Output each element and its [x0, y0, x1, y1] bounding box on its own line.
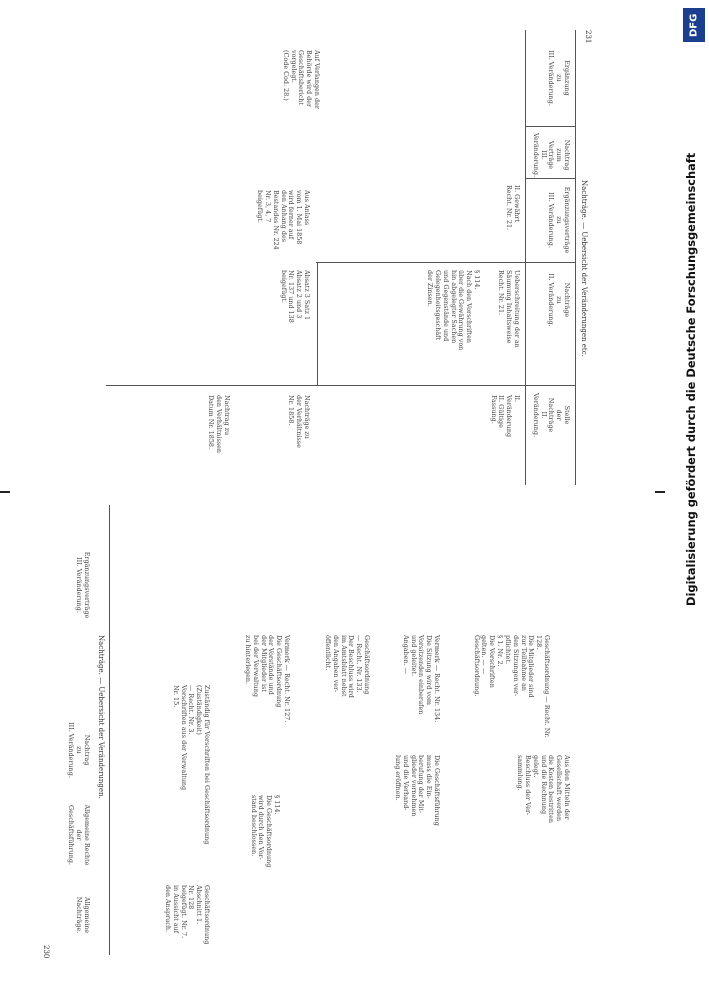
text-block-b2: Absatz 3 Satz 1 Absatz 2 und 3 Nr. 137 und 138 beigefügt.: [279, 270, 311, 323]
column-head-1: Stelle der Nachträge II. Veränderung.: [531, 392, 571, 438]
fold-mark-right: [655, 491, 665, 493]
column-divider-4: [526, 126, 576, 127]
section-rule: [317, 262, 318, 385]
column-head-2: Nachträge zu II. Veränderung.: [547, 273, 571, 327]
column-head-1: Allgemeine Nachträge.: [75, 896, 91, 934]
column-head-4: Nachtrag zum Verträge III. Veränderung.: [531, 132, 571, 178]
text-block-c8: Geschäftsordnung — Recht. Nr. 128. Die Mitglieder sind zur Teilnahme an den Sitzungen ver- pflichtet. § 1. Nr. 2. Die Vorschriften gelten. — — Geschäftsordnung.: [472, 635, 551, 738]
text-block-c7: Die Geschäftsführung muss die Ein- berufung der Mit- glieder vornehmen und die Verhand- lung eröffnen.: [393, 755, 441, 826]
text-block-c5: Geschäftsordnung — Recht. Nr. 133. Der Beschluss wird im Amtsblatt nebst den Angaben ver- öffentlicht.: [323, 635, 371, 698]
text-block-a2: Ueberschreitung der an Säumung Inhaltsweise Recht. Nr. 21.: [497, 270, 521, 348]
text-block-c3: § 114. Die Geschäftsordnung wird durch den Vor- stand beschlossen.: [249, 795, 281, 868]
column-head-2: Allgemeine Rechte der Geschäftsführung.: [67, 804, 91, 866]
text-block-c9: Aus den Mitteln der Gesellschaft werden die Kosten bestritten und die Rechnung gelegt. Beschluss der Ver- sammlung.: [516, 755, 571, 824]
column-divider-3: [526, 178, 576, 179]
running-head: Nachträge. — Uebersicht der Veränderungen.: [97, 635, 105, 799]
text-block-c1: Geschäftsordnung Abschnitt 1. Nr. 128 beigefügt. Nr. 7. in Aussicht auf den Anspruch.: [163, 885, 211, 945]
text-block-b4: Auf Verlangen der Behörde wird der Geschäftsbericht vorgelegt. (Code Cod. 28.): [281, 50, 321, 109]
column-head-4: Ergänzungsverträge III. Veränderung.: [75, 551, 91, 619]
lower-book-page: [42, 505, 610, 959]
page-number: 231: [584, 30, 592, 44]
text-block-c6: Vermerk — Recht. Nr. 134. Die Sitzung wird vom Vorsitzenden einberufen und geleitet. Angaben. —: [401, 635, 441, 723]
header-rule-top: [575, 30, 576, 485]
text-block-b5: Nachtrag zu den Verhältnissen Datum Nr. 1858.: [207, 395, 231, 454]
column-divider-1: [106, 385, 576, 386]
column-head-3: Nachtrag zu III. Veränderung.: [67, 722, 91, 778]
text-block-a3: § 114. Nach den Vorschriften über die Gewährung von hin abgelegter Sachen und Gegenstände und Gelegenheitsgeschäft der Zinsen.: [426, 270, 481, 351]
upper-book-page: [65, 30, 610, 490]
text-block-c4: Vermerk — Recht. Nr. 127. Die Geschäftsordnung der Vorstände und der Mitglieder ist bei der Verwaltung zu hinterlegen.: [243, 635, 291, 723]
text-block-b1: Nachträge zu der Verhältnisse Nr. 1858.: [287, 395, 311, 448]
dfg-banner-text: Digitalisierung gefördert durch die Deutsche Forschungsgemeinschaft: [684, 152, 698, 606]
text-block-a4: II. Gewährt Recht. Nr. 21.: [505, 185, 521, 231]
column-head-5: Ergänzung zu III. Veränderung.: [547, 50, 571, 106]
header-rule-top: [109, 505, 110, 955]
text-block-b3: Aus Anlass vom 1. Mai 1858 wird ferner auf den Anhang des Bestandes Nr. 224 Nr. 3, 4, 7 beigefügt.: [256, 190, 311, 250]
column-divider-2: [316, 262, 576, 263]
column-head-3: Ergänzungsverträge zu III. Veränderung.: [547, 186, 571, 254]
fold-mark-left: [0, 491, 10, 493]
text-block-a1: II. Veränderung II. Gültige Fassung.: [489, 395, 521, 438]
page-number: 230: [42, 945, 50, 959]
text-block-c2: Zuständig für Vorschriften bei Geschäftsordnung (Zuständigkeit) — Recht. Nr. 3. Vorschriften aus der Verwaltung Nr. 15.: [171, 685, 211, 845]
header-rule-bottom: [525, 30, 526, 485]
dfg-logo: DFG: [683, 8, 705, 42]
running-head: Nachträge. — Uebersicht der Veränderungen etc.: [580, 180, 588, 357]
